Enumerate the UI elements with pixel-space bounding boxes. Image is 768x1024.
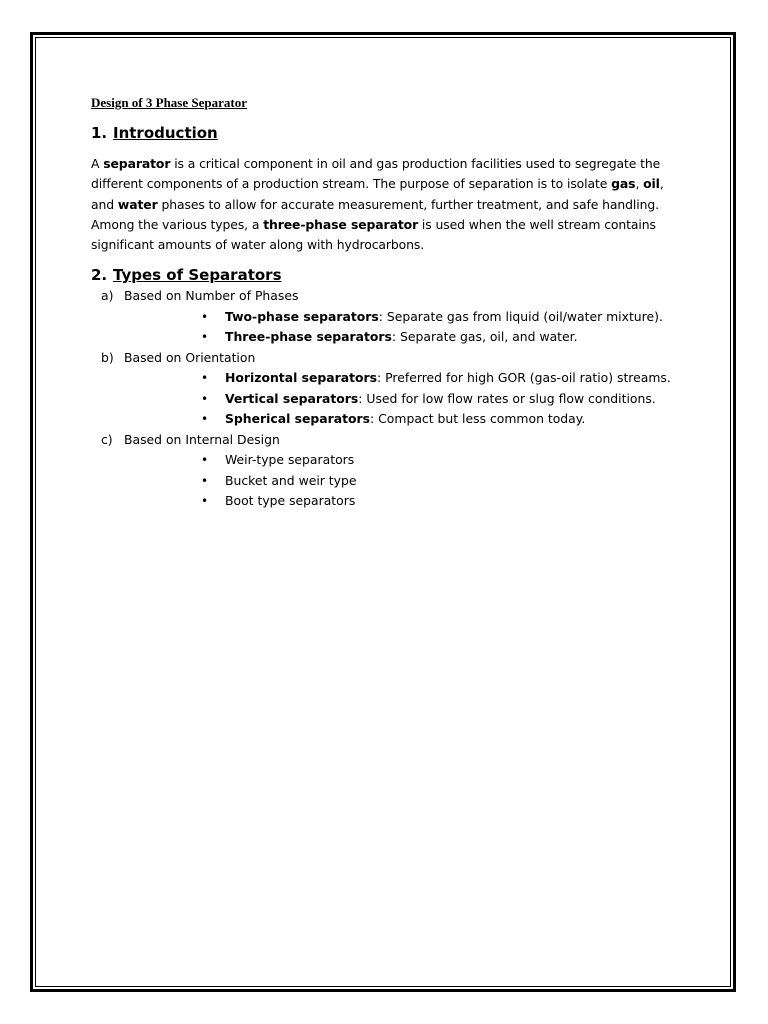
- bullet-icon: •: [201, 371, 209, 386]
- item-text: Bucket and weir type: [225, 472, 357, 488]
- item-term: Spherical separators: [225, 411, 371, 427]
- group-letter: c): [101, 431, 113, 447]
- section-title: Types of Separators: [113, 266, 282, 285]
- intro-bold-term: separator: [103, 156, 171, 171]
- separator-group-phases: [91, 286, 671, 348]
- bullet-list: [91, 368, 671, 430]
- bullet-icon: •: [201, 309, 209, 324]
- separator-group-internal-design: [91, 430, 671, 512]
- item-text: : Compact but less common today.: [370, 411, 586, 427]
- intro-text: , and: [91, 176, 664, 212]
- intro-text: is a critical component in oil and gas production facilities used to segregate the different components of a production stream. The purpose of separation is to isolate: [91, 156, 661, 192]
- list-item: [91, 307, 671, 328]
- list-item: [91, 327, 671, 348]
- section-number: 1.: [91, 124, 108, 142]
- intro-text: A: [91, 156, 104, 171]
- bullet-icon: •: [201, 330, 209, 345]
- item-text: : Used for low flow rates or slug flow conditions.: [358, 390, 656, 406]
- item-text: Boot type separators: [225, 493, 356, 509]
- list-item: [91, 471, 671, 492]
- list-item: [91, 389, 671, 410]
- introduction-paragraph: [91, 154, 671, 255]
- section-title: Introduction: [113, 124, 218, 142]
- bullet-icon: •: [201, 494, 209, 509]
- bullet-icon: •: [201, 473, 209, 488]
- list-item: [91, 491, 671, 512]
- document-body: [91, 94, 671, 512]
- group-title: Based on Orientation: [124, 349, 256, 365]
- group-title: Based on Internal Design: [124, 431, 280, 447]
- group-label: [91, 348, 671, 369]
- bullet-list: [91, 307, 671, 348]
- section-number: 2.: [91, 266, 108, 285]
- bullet-list: [91, 450, 671, 512]
- document-title: Design of 3 Phase Separator: [91, 95, 247, 110]
- item-text: : Separate gas, oil, and water.: [391, 329, 578, 345]
- bullet-icon: •: [201, 453, 209, 468]
- group-title: Based on Number of Phases: [124, 288, 299, 304]
- item-term: Two-phase separators: [225, 308, 379, 324]
- item-term: Horizontal separators: [225, 370, 378, 386]
- list-item: [91, 409, 671, 430]
- item-term: Vertical separators: [225, 390, 359, 406]
- group-letter: a): [101, 288, 114, 304]
- list-item: [91, 368, 671, 389]
- bullet-icon: •: [201, 391, 209, 406]
- section-heading-introduction: [91, 122, 671, 144]
- intro-bold-term: gas: [611, 176, 636, 192]
- bullet-icon: •: [201, 412, 209, 427]
- intro-bold-term: water: [117, 196, 158, 212]
- item-text: : Separate gas from liquid (oil/water mixture).: [378, 308, 663, 324]
- item-text: Weir-type separators: [225, 452, 355, 468]
- section-heading-types: [91, 264, 671, 286]
- intro-text: is used when the well stream contains significant amounts of water along with hydrocarbons.: [91, 216, 656, 253]
- intro-bold-term: oil: [643, 176, 660, 192]
- group-letter: b): [101, 349, 114, 365]
- intro-text: ,: [635, 176, 644, 192]
- list-item: [91, 450, 671, 471]
- item-text: : Preferred for high GOR (gas-oil ratio) streams.: [377, 370, 671, 386]
- intro-bold-term: three-phase separator: [263, 216, 419, 232]
- separator-group-orientation: [91, 348, 671, 430]
- intro-text: phases to allow for accurate measurement, further treatment, and safe handling. Among the various types, a: [91, 196, 659, 232]
- item-term: Three-phase separators: [225, 329, 392, 345]
- group-label: [91, 286, 671, 307]
- group-label: [91, 430, 671, 451]
